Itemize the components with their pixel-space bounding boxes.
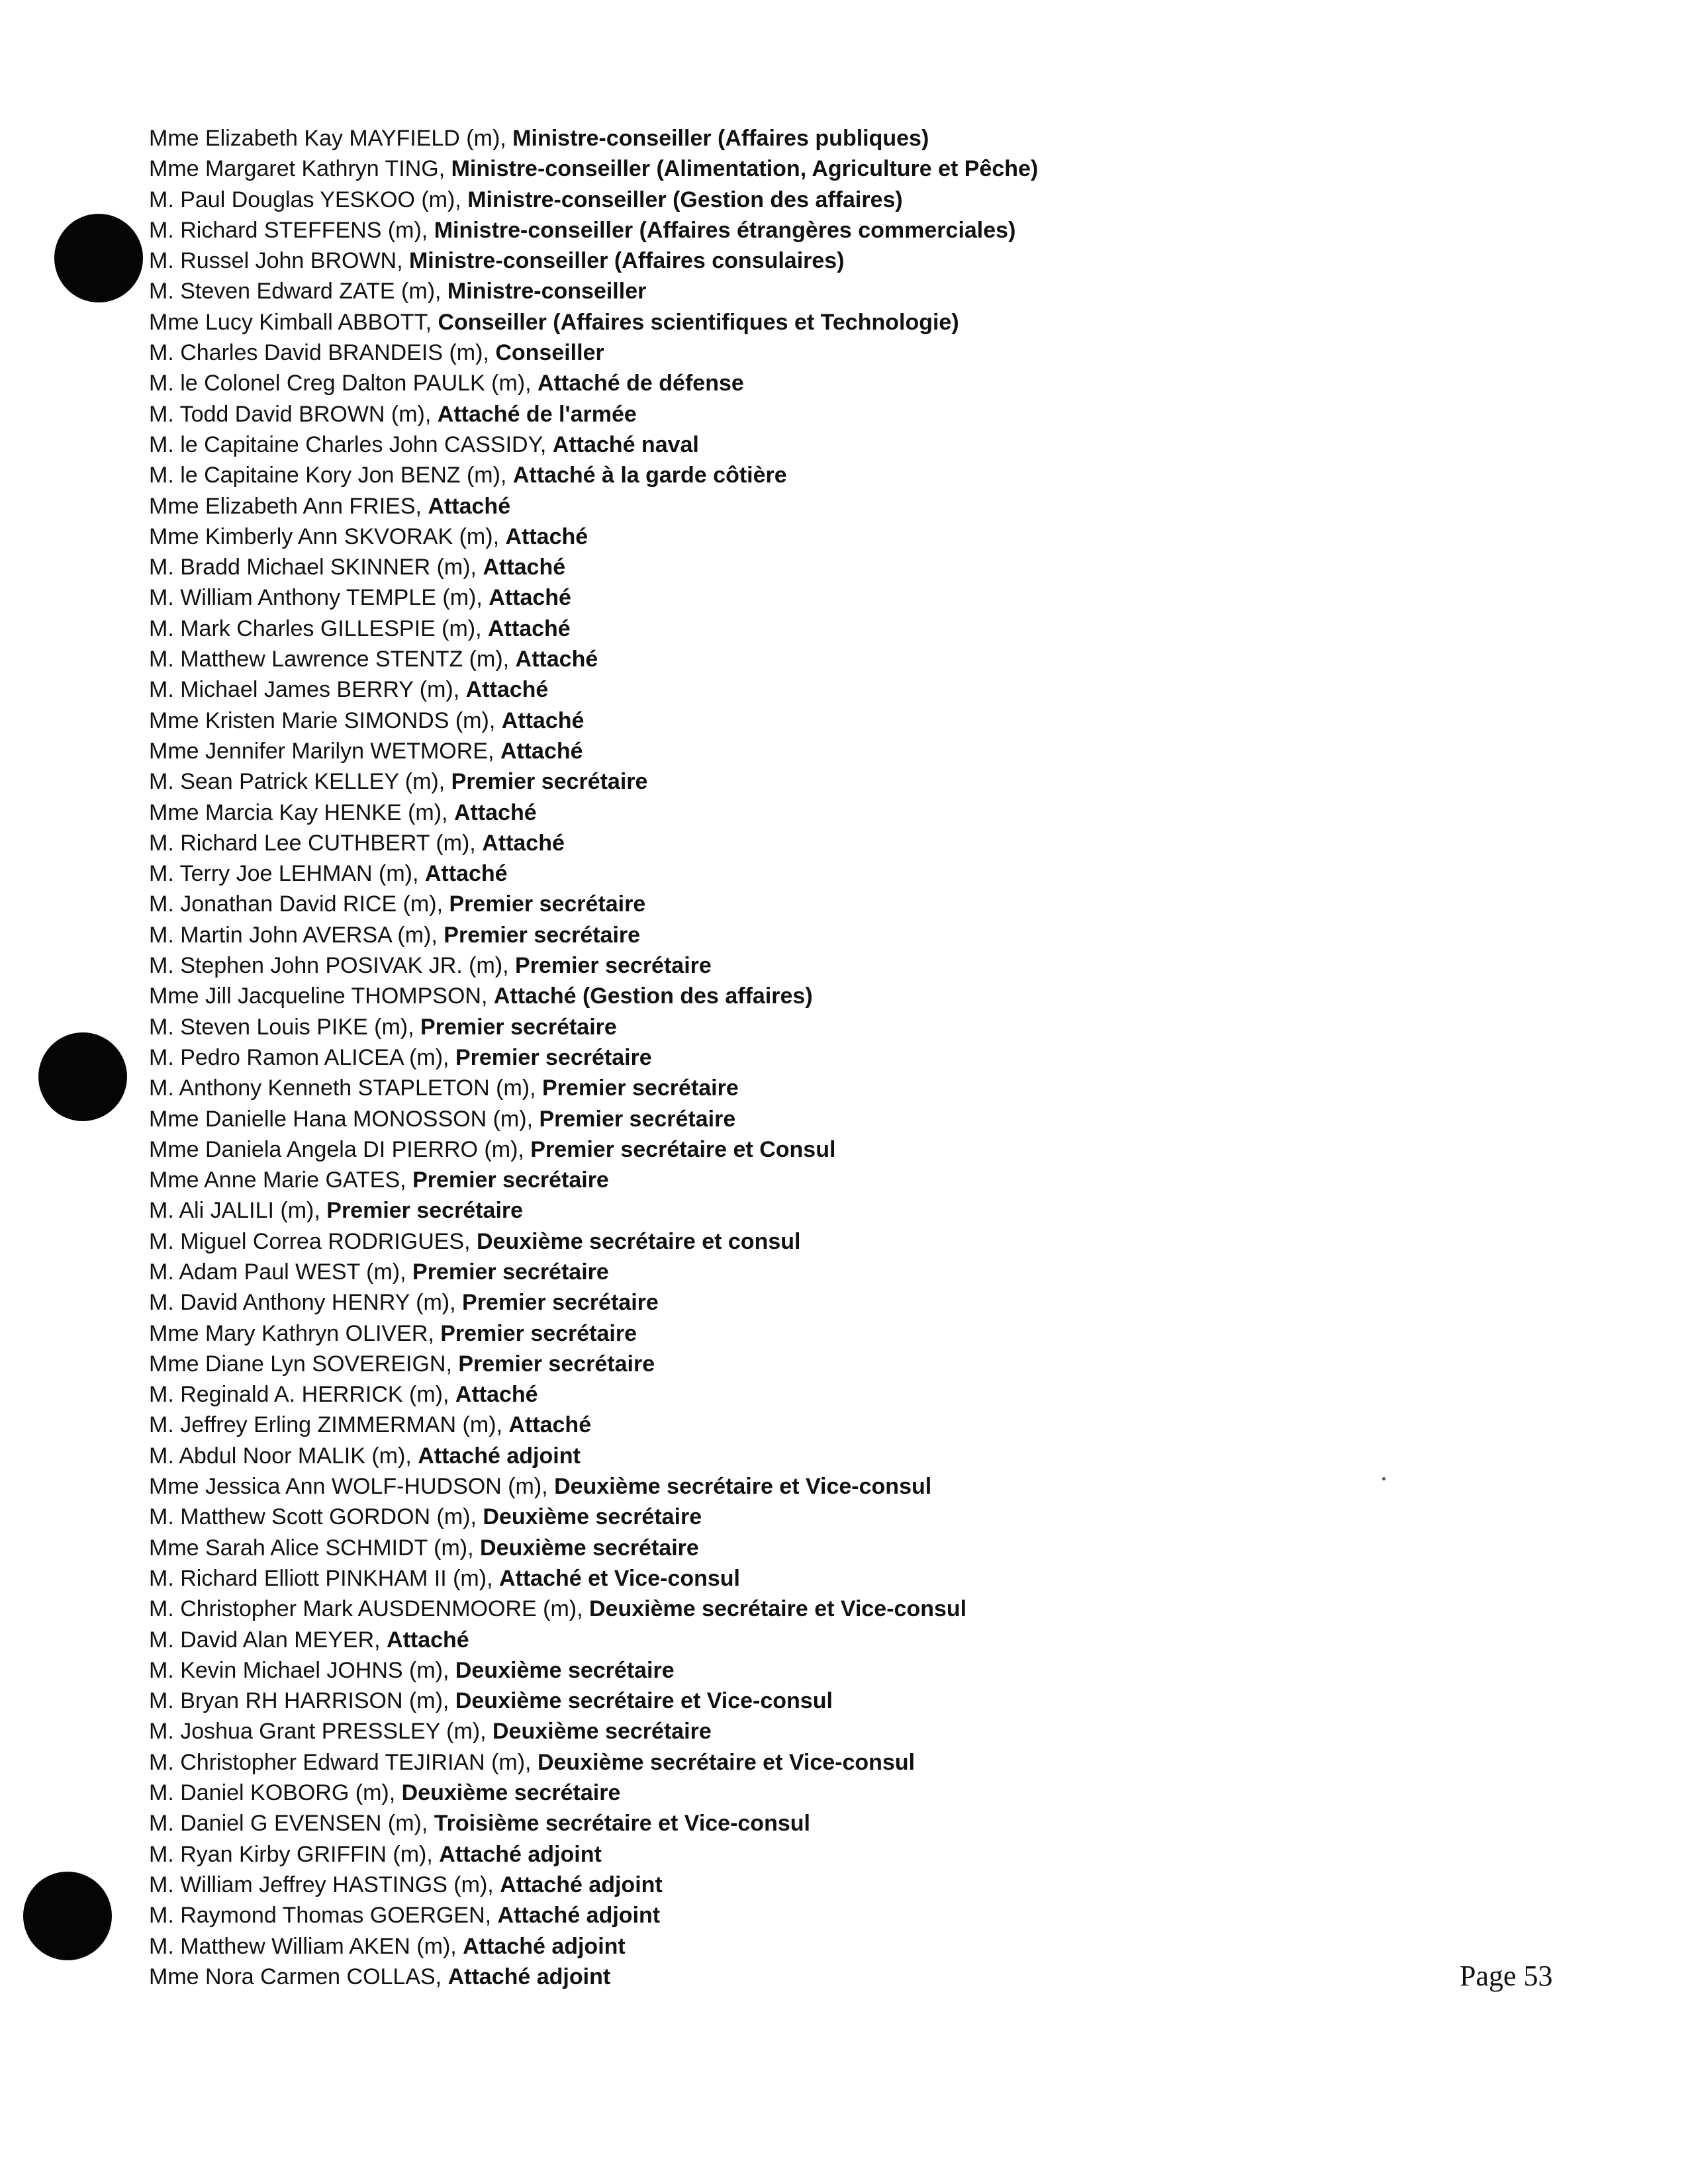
- person-name: M. Daniel KOBORG (m),: [149, 1780, 402, 1806]
- person-name: M. Steven Edward ZATE (m),: [149, 279, 447, 304]
- person-name: Mme Sarah Alice SCHMIDT (m),: [149, 1535, 481, 1561]
- list-item: [149, 215, 1473, 246]
- person-title: Premier secrétaire: [440, 1320, 637, 1346]
- person-name: Mme Jessica Ann WOLF-HUDSON (m),: [149, 1474, 555, 1500]
- person-name: M. Matthew William AKEN (m),: [149, 1933, 463, 1959]
- person-title: Attaché: [387, 1627, 469, 1653]
- list-item: [149, 1900, 1473, 1931]
- person-name: M. Ryan Kirby GRIFFIN (m),: [149, 1841, 440, 1867]
- person-title: Attaché adjoint: [447, 1964, 611, 1989]
- person-name: M. le Capitaine Kory Jon BENZ (m),: [149, 463, 513, 488]
- person-title: Premier secrétaire: [326, 1198, 524, 1224]
- list-item: [149, 858, 1473, 889]
- list-item: [149, 307, 1473, 338]
- person-name: M. Stephen John POSIVAK JR. (m),: [149, 953, 516, 979]
- person-title: Premier secrétaire: [462, 1290, 659, 1316]
- list-item: [149, 246, 1473, 276]
- list-item: [149, 491, 1473, 522]
- list-item: [149, 185, 1473, 215]
- person-title: Deuxième secrétaire et Vice-consul: [537, 1749, 915, 1775]
- person-title: Attaché (Gestion des affaires): [493, 983, 813, 1009]
- person-name: Mme Elizabeth Kay MAYFIELD (m),: [149, 126, 513, 151]
- person-name: Mme Kristen Marie SIMONDS (m),: [149, 707, 502, 733]
- list-item: [149, 736, 1473, 766]
- list-item: [149, 1195, 1473, 1226]
- person-name: M. David Alan MEYER,: [149, 1627, 387, 1653]
- list-item: [149, 1012, 1473, 1042]
- person-name: M. Abdul Noor MALIK (m),: [149, 1443, 418, 1469]
- person-name: M. le Capitaine Charles John CASSIDY,: [149, 432, 553, 457]
- person-name: M. Ali JALILI (m),: [149, 1198, 327, 1224]
- list-item: [149, 1318, 1473, 1349]
- person-name: M. Miguel Correa RODRIGUES,: [149, 1228, 477, 1254]
- list-item: [149, 1655, 1473, 1686]
- person-title: Premier secrétaire: [542, 1075, 739, 1101]
- list-item: [149, 1931, 1473, 1962]
- list-item: [149, 399, 1473, 430]
- person-name: Mme Elizabeth Ann FRIES,: [149, 493, 428, 519]
- person-name: M. Pedro Ramon ALICEA (m),: [149, 1044, 455, 1070]
- person-name: M. Jeffrey Erling ZIMMERMAN (m),: [149, 1412, 509, 1438]
- person-title: Attaché: [453, 799, 537, 825]
- person-name: M. le Colonel Creg Dalton PAULK (m),: [149, 371, 538, 396]
- person-title: Premier secrétaire: [420, 1014, 617, 1040]
- person-name: M. Richard STEFFENS (m),: [149, 217, 434, 243]
- list-item: [149, 338, 1473, 368]
- list-item: [149, 1441, 1473, 1471]
- list-item: [149, 1808, 1473, 1839]
- list-item: [149, 614, 1473, 644]
- list-item: [149, 1962, 1473, 1992]
- person-title: Attaché et Vice-consul: [498, 1565, 741, 1591]
- person-name: M. Richard Lee CUTHBERT (m),: [149, 830, 483, 856]
- person-title: Premier secrétaire: [412, 1167, 609, 1193]
- list-item: [149, 1134, 1473, 1165]
- person-name: M. Todd David BROWN (m),: [149, 401, 438, 427]
- list-item: [149, 1410, 1473, 1440]
- person-title: Attaché: [515, 647, 598, 672]
- person-name: M. Bradd Michael SKINNER (m),: [149, 555, 483, 580]
- list-item: [149, 460, 1473, 490]
- list-item: [149, 1226, 1473, 1257]
- person-title: Ministre-conseiller (Affaires publiques): [512, 126, 929, 151]
- person-title: Deuxième secrétaire: [483, 1504, 702, 1530]
- list-item: [149, 828, 1473, 858]
- list-item: [149, 1104, 1473, 1134]
- list-item: [149, 1870, 1473, 1900]
- person-name: M. Terry Joe LEHMAN (m),: [149, 861, 425, 887]
- person-title: Attaché adjoint: [500, 1872, 663, 1897]
- person-title: Premier secrétaire: [455, 1044, 652, 1070]
- person-name: Mme Diane Lyn SOVEREIGN,: [149, 1351, 459, 1377]
- person-name: M. Charles David BRANDEIS (m),: [149, 340, 496, 366]
- list-item: [149, 552, 1473, 582]
- person-title: Attaché: [508, 1412, 592, 1438]
- person-title: Attaché à la garde côtière: [512, 463, 787, 488]
- person-name: M. Martin John AVERSA (m),: [149, 922, 444, 948]
- list-item: [149, 1073, 1473, 1103]
- person-name: Mme Jennifer Marilyn WETMORE,: [149, 738, 500, 764]
- person-name: Mme Lucy Kimball ABBOTT,: [149, 309, 438, 335]
- person-title: Premier secrétaire: [451, 769, 648, 795]
- person-title: Deuxième secrétaire: [455, 1657, 675, 1683]
- person-name: M. Reginald A. HERRICK (m),: [149, 1382, 455, 1408]
- person-title: Attaché: [483, 555, 566, 580]
- list-item: [149, 797, 1473, 828]
- list-item: [149, 1349, 1473, 1379]
- list-item: [149, 1257, 1473, 1287]
- person-name: Mme Kimberly Ann SKVORAK (m),: [149, 523, 506, 549]
- person-name: M. Joshua Grant PRESSLEY (m),: [149, 1719, 492, 1745]
- person-title: Attaché adjoint: [497, 1903, 661, 1929]
- list-item: [149, 154, 1473, 184]
- person-title: Attaché adjoint: [439, 1841, 602, 1867]
- person-name: M. Michael James BERRY (m),: [149, 677, 466, 703]
- punch-hole-mark: [23, 1872, 112, 1960]
- list-item: [149, 950, 1473, 981]
- person-title: Deuxième secrétaire: [480, 1535, 699, 1561]
- person-name: M. Adam Paul WEST (m),: [149, 1259, 413, 1285]
- person-name: M. William Anthony TEMPLE (m),: [149, 585, 489, 611]
- person-title: Premier secrétaire: [412, 1259, 609, 1285]
- list-item: [149, 1042, 1473, 1073]
- person-title: Ministre-conseiller: [447, 279, 647, 304]
- person-title: Premier secrétaire: [515, 953, 712, 979]
- punch-hole-mark: [54, 214, 143, 302]
- person-name: M. Matthew Lawrence STENTZ (m),: [149, 647, 516, 672]
- person-title: Attaché de défense: [538, 371, 744, 396]
- person-name: M. Matthew Scott GORDON (m),: [149, 1504, 483, 1530]
- person-name: M. Christopher Mark AUSDENMOORE (m),: [149, 1596, 589, 1622]
- list-item: [149, 1839, 1473, 1870]
- list-item: [149, 582, 1473, 613]
- list-item: [149, 1471, 1473, 1502]
- person-name: M. Richard Elliott PINKHAM II (m),: [149, 1565, 499, 1591]
- person-name: Mme Nora Carmen COLLAS,: [149, 1964, 448, 1989]
- punch-hole-mark: [38, 1032, 127, 1121]
- person-title: Attaché adjoint: [463, 1933, 626, 1959]
- person-name: M. Jonathan David RICE (m),: [149, 891, 449, 917]
- person-title: Attaché: [428, 493, 511, 519]
- person-title: Attaché adjoint: [418, 1443, 581, 1469]
- person-title: Attaché naval: [552, 432, 699, 457]
- list-item: [149, 1716, 1473, 1747]
- person-title: Deuxième secrétaire et consul: [477, 1228, 801, 1254]
- person-title: Premier secrétaire: [458, 1351, 655, 1377]
- person-title: Deuxième secrétaire: [401, 1780, 621, 1806]
- list-item: [149, 430, 1473, 460]
- list-item: [149, 1379, 1473, 1410]
- person-name: M. Raymond Thomas GOERGEN,: [149, 1903, 498, 1929]
- person-name: Mme Margaret Kathryn TING,: [149, 156, 451, 182]
- person-name: Mme Daniela Angela DI PIERRO (m),: [149, 1136, 531, 1162]
- list-item: [149, 1747, 1473, 1778]
- list-item: [149, 766, 1473, 797]
- person-title: Premier secrétaire et Consul: [530, 1136, 836, 1162]
- person-title: Premier secrétaire: [449, 891, 646, 917]
- person-title: Deuxième secrétaire: [492, 1719, 712, 1745]
- list-item: [149, 522, 1473, 552]
- person-name: Mme Anne Marie GATES,: [149, 1167, 413, 1193]
- person-title: Deuxième secrétaire et Vice-consul: [455, 1688, 833, 1714]
- person-name: M. Mark Charles GILLESPIE (m),: [149, 615, 488, 641]
- person-title: Premier secrétaire: [539, 1106, 736, 1132]
- person-title: Troisième secrétaire et Vice-consul: [434, 1811, 810, 1837]
- list-item: [149, 1502, 1473, 1532]
- list-item: [149, 1686, 1473, 1716]
- list-item: [149, 674, 1473, 705]
- list-item: [149, 1165, 1473, 1195]
- person-name: M. Russel John BROWN,: [149, 248, 409, 274]
- person-title: Deuxième secrétaire et Vice-consul: [554, 1474, 932, 1500]
- list-item: [149, 1625, 1473, 1655]
- person-name: Mme Jill Jacqueline THOMPSON,: [149, 983, 494, 1009]
- person-title: Premier secrétaire: [444, 922, 641, 948]
- list-item: [149, 981, 1473, 1011]
- person-title: Attaché: [500, 738, 583, 764]
- person-name: M. Steven Louis PIKE (m),: [149, 1014, 421, 1040]
- person-name: M. Anthony Kenneth STAPLETON (m),: [149, 1075, 542, 1101]
- person-name: Mme Danielle Hana MONOSSON (m),: [149, 1106, 539, 1132]
- person-title: Attaché: [488, 615, 571, 641]
- page-number: Page 53: [1460, 1960, 1553, 1992]
- person-title: Ministre-conseiller (Alimentation, Agriculture et Pêche): [451, 156, 1039, 182]
- person-title: Attaché: [501, 707, 585, 733]
- list-item: [149, 1563, 1473, 1594]
- person-name: M. Bryan RH HARRISON (m),: [149, 1688, 455, 1714]
- person-title: Attaché: [465, 677, 549, 703]
- person-title: Attaché: [455, 1382, 538, 1408]
- list-item: [149, 889, 1473, 919]
- list-item: [149, 368, 1473, 398]
- person-title: Attaché de l'armée: [437, 401, 637, 427]
- person-name: M. Paul Douglas YESKOO (m),: [149, 187, 468, 212]
- list-item: [149, 1778, 1473, 1808]
- person-title: Conseiller: [495, 340, 604, 366]
- person-title: Conseiller (Affaires scientifiques et Technologie): [438, 309, 959, 335]
- diplomat-list: [149, 123, 1473, 1992]
- list-item: [149, 1533, 1473, 1563]
- list-item: [149, 1287, 1473, 1318]
- person-name: Mme Marcia Kay HENKE (m),: [149, 799, 454, 825]
- list-item: [149, 1594, 1473, 1624]
- person-name: M. Sean Patrick KELLEY (m),: [149, 769, 451, 795]
- person-title: Ministre-conseiller (Affaires étrangères commerciales): [434, 217, 1016, 243]
- person-title: Attaché: [482, 830, 565, 856]
- person-name: M. Kevin Michael JOHNS (m),: [149, 1657, 455, 1683]
- person-name: M. Daniel G EVENSEN (m),: [149, 1811, 434, 1837]
- person-name: Mme Mary Kathryn OLIVER,: [149, 1320, 441, 1346]
- list-item: [149, 644, 1473, 674]
- person-title: Deuxième secrétaire et Vice-consul: [588, 1596, 967, 1622]
- person-name: M. David Anthony HENRY (m),: [149, 1290, 463, 1316]
- person-title: Ministre-conseiller (Gestion des affaires): [467, 187, 903, 212]
- list-item: [149, 123, 1473, 154]
- person-name: M. William Jeffrey HASTINGS (m),: [149, 1872, 500, 1897]
- person-title: Ministre-conseiller (Affaires consulaires): [408, 248, 845, 274]
- list-item: [149, 920, 1473, 950]
- person-title: Attaché: [424, 861, 508, 887]
- person-title: Attaché: [489, 585, 571, 611]
- person-name: M. Christopher Edward TEJIRIAN (m),: [149, 1749, 538, 1775]
- list-item: [149, 705, 1473, 736]
- list-item: [149, 276, 1473, 306]
- person-title: Attaché: [505, 523, 588, 549]
